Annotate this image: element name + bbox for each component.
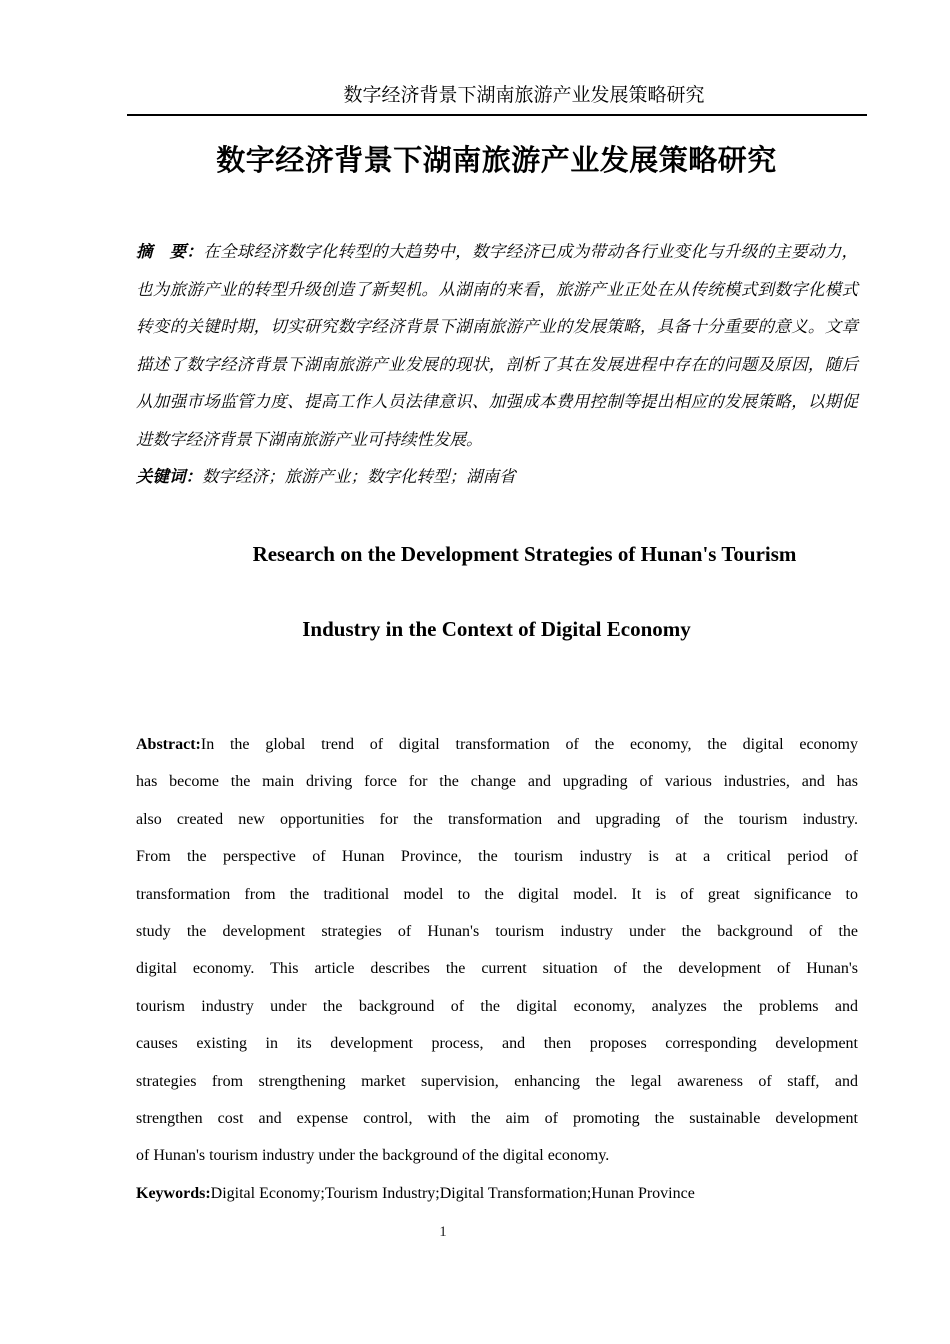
running-title: 数字经济背景下湖南旅游产业发展策略研究 [343,85,705,106]
text-line: has become the main driving force for the change and upgrading of various industries, and has [136,773,858,791]
text-line: transformation from the traditional model to the digital model. It is of great significance to [136,885,858,903]
text-line: causes existing in its development process, and then proposes corresponding development [136,1035,858,1053]
english-abstract-paragraph [136,726,858,1175]
english-abstract-section [136,726,858,1212]
english-title [135,517,858,667]
text-line: study the development strategies of Hunan's tourism industry under the background of the [136,923,858,941]
english-keywords-line [136,1175,858,1212]
text-line: 从加强市场监管力度、提高工作人员法律意识、加强成本费用控制等提出相应的发展策略，以期促 [136,392,858,411]
text-line: Abstract:In the global trend of digital transformation of the economy, the digital economy [136,736,858,753]
paragraph-label: Abstract: [136,736,201,753]
chinese-abstract-paragraph [136,233,858,458]
text-line: strategies from strengthening market supervision, enhancing the legal awareness of staff, and [136,1072,858,1090]
text-line: 描述了数字经济背景下湖南旅游产业发展的现状，剖析了其在发展进程中存在的问题及原因，随后 [136,354,858,374]
chinese-keywords-line [136,458,858,496]
chinese-keywords-text: 数字经济；旅游产业；数字化转型；湖南省 [202,467,516,486]
text-line: strengthen cost and expense control, with the aim of promoting the sustainable development [136,1110,858,1128]
text-line: tourism industry under the background of the digital economy, analyzes the problems and [136,997,858,1015]
page-header [127,84,867,116]
chinese-abstract-section [136,233,858,496]
text-line: 摘 要：在全球经济数字化转型的大趋势中，数字经济已成为带动各行业变化与升级的主要动力， [136,242,859,261]
chinese-keywords-label: 关键词： [136,467,202,486]
text-line: Industry in the Context of Digital Economy [302,617,691,641]
text-line: 进数字经济背景下湖南旅游产业可持续性发展。 [136,429,483,449]
page-number: 1 [439,1224,447,1240]
text-line: From the perspective of Hunan Province, the tourism industry is at a critical period of [136,848,858,866]
english-keywords-label: Keywords: [136,1184,211,1202]
paragraph-label: 摘 要： [136,242,204,261]
text-line: Research on the Development Strategies of Hunan's Tourism [252,542,797,566]
text-line: also created new opportunities for the transformation and upgrading of the tourism industry. [136,810,858,828]
text-line: of Hunan's tourism industry under the background of the digital economy. [136,1147,610,1165]
text-line: 转变的关键时期，切实研究数字经济背景下湖南旅游产业的发展策略，具备十分重要的意义。文章 [136,317,858,336]
english-keywords-text: Digital Economy;Tourism Industry;Digital Transformation;Hunan Province [210,1184,695,1202]
chinese-title: 数字经济背景下湖南旅游产业发展策略研究 [216,145,777,177]
text-line: 也为旅游产业的转型升级创造了新契机。从湖南的来看，旅游产业正处在从传统模式到数字化模式 [136,279,858,299]
text-line: digital economy. This article describes the current situation of the development of Hunan's [136,960,858,978]
